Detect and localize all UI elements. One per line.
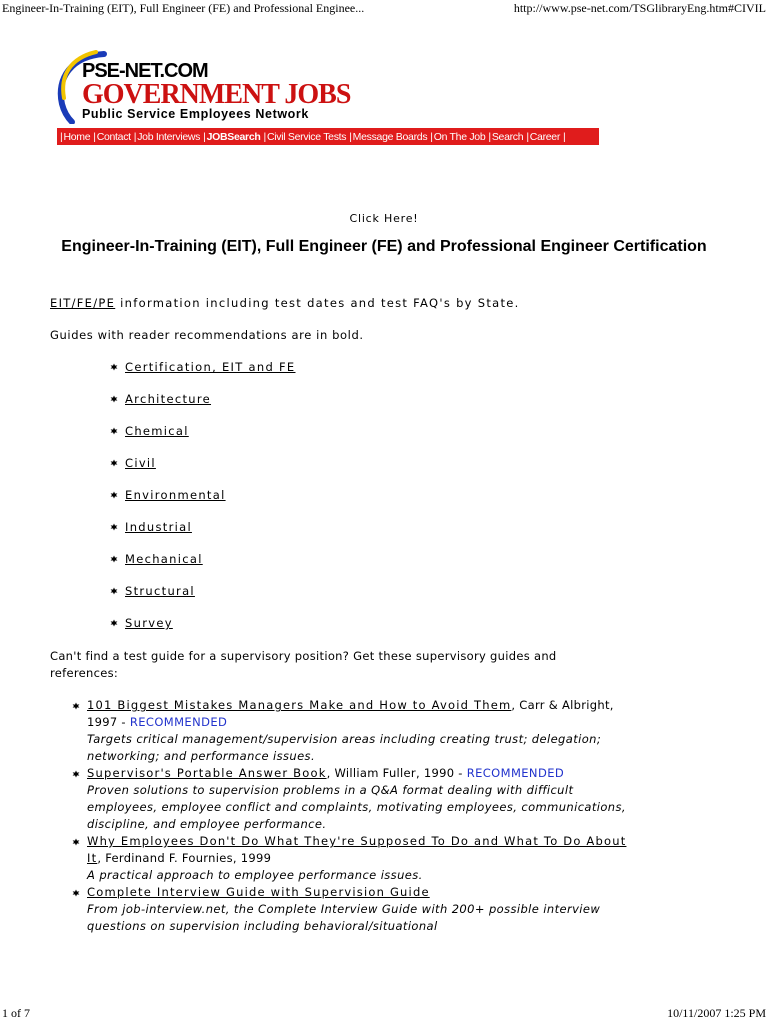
- logo-tagline: Public Service Employees Network: [82, 107, 309, 121]
- nav-contact[interactable]: Contact: [96, 130, 131, 143]
- guide-link-chemical[interactable]: Chemical: [125, 424, 189, 438]
- nav-on-the-job[interactable]: On The Job: [433, 130, 486, 143]
- supervisory-intro: Can't find a test guide for a supervisory position? Get these supervisory guides and references:: [50, 649, 557, 680]
- bullet-icon: [110, 587, 118, 595]
- guide-item: [110, 616, 296, 648]
- guide-item: [110, 456, 296, 488]
- reference-description: Targets critical management/supervision areas including creating trust; delegation; networking; and performance issues.: [87, 732, 602, 763]
- reference-title-link[interactable]: Supervisor's Portable Answer Book: [87, 766, 327, 780]
- page-number: 1 of 7: [2, 1006, 30, 1020]
- guide-link-survey[interactable]: Survey: [125, 616, 173, 630]
- guide-link-certification[interactable]: Certification, EIT and FE: [125, 360, 296, 374]
- main-nav: | Home | Contact | Job Interviews | JOBSearch | Civil Service Tests | Message Boards | On The Job | Search | Career |: [57, 128, 599, 145]
- print-timestamp: 10/11/2007 1:25 PM: [667, 1006, 766, 1020]
- reference-description: Proven solutions to supervision problems in a Q&A format dealing with difficult employees, employee conflict and complaints, motivating employees, communications, discipline, and employee performance.: [87, 783, 626, 831]
- guide-item: [110, 520, 296, 552]
- bullet-icon: [110, 619, 118, 627]
- page-title: Engineer-In-Training (EIT), Full Engineer (FE) and Professional Engineer Certification: [61, 238, 707, 255]
- reference-author: , William Fuller, 1990 -: [326, 766, 467, 780]
- guide-link-environmental[interactable]: Environmental: [125, 488, 226, 502]
- print-page-title: Engineer-In-Training (EIT), Full Engineer (FE) and Professional Enginee...: [2, 1, 365, 15]
- reference-author: , Ferdinand F. Fournies, 1999: [97, 851, 272, 865]
- click-here-link[interactable]: Click Here!: [349, 212, 419, 225]
- intro-line: [50, 296, 520, 310]
- bullet-icon: [110, 523, 118, 531]
- bullet-icon: [72, 889, 80, 897]
- recommended-label: RECOMMENDED: [466, 766, 565, 780]
- guide-link-industrial[interactable]: Industrial: [125, 520, 192, 534]
- reference-item: [72, 765, 632, 833]
- reference-item: [72, 697, 632, 765]
- print-footer: [0, 1006, 768, 1024]
- guide-list: [110, 360, 296, 648]
- site-logo[interactable]: [52, 48, 352, 124]
- nav-career[interactable]: Career: [529, 130, 561, 143]
- nav-search[interactable]: Search: [491, 130, 524, 143]
- bullet-icon: [72, 702, 80, 710]
- reference-list: [72, 697, 632, 935]
- guide-item: [110, 424, 296, 456]
- bold-note: Guides with reader recommendations are in bold.: [50, 328, 364, 342]
- guide-item: [110, 584, 296, 616]
- bullet-icon: [72, 770, 80, 778]
- bullet-icon: [110, 491, 118, 499]
- reference-item: [72, 884, 632, 935]
- nav-job-interviews[interactable]: Job Interviews: [137, 130, 201, 143]
- reference-title-link[interactable]: Complete Interview Guide with Supervision Guide: [87, 885, 430, 899]
- nav-message-boards[interactable]: Message Boards: [352, 130, 428, 143]
- guide-link-architecture[interactable]: Architecture: [125, 392, 212, 406]
- print-page-url: http://www.pse-net.com/TSGlibraryEng.htm#CIVIL: [513, 1, 766, 15]
- bullet-icon: [110, 555, 118, 563]
- bullet-icon: [110, 363, 118, 371]
- guide-item: [110, 392, 296, 424]
- bullet-icon: [110, 395, 118, 403]
- reference-description: A practical approach to employee performance issues.: [87, 868, 423, 882]
- guide-item: [110, 488, 296, 520]
- bullet-icon: [110, 459, 118, 467]
- nav-home[interactable]: Home: [63, 130, 91, 143]
- bullet-icon: [110, 427, 118, 435]
- reference-title-link[interactable]: Why Employees Don't Do What They're Supposed To Do and What To Do About It: [87, 834, 627, 865]
- nav-jobsearch[interactable]: JOBSearch: [206, 130, 261, 143]
- reference-title-link[interactable]: 101 Biggest Mistakes Managers Make and How to Avoid Them: [87, 698, 512, 712]
- guide-item: [110, 360, 296, 392]
- guide-link-civil[interactable]: Civil: [125, 456, 156, 470]
- intro-text: information including test dates and test FAQ's by State.: [115, 296, 520, 310]
- logo-brand: GOVERNMENT JOBS: [82, 79, 351, 110]
- recommended-label: RECOMMENDED: [129, 715, 228, 729]
- reference-item: [72, 833, 632, 884]
- eit-fe-pe-link[interactable]: EIT/FE/PE: [50, 296, 116, 310]
- guide-link-structural[interactable]: Structural: [125, 584, 195, 598]
- reference-author: , Carr & Albright, 1997 -: [87, 698, 614, 729]
- logo-domain: PSE-NET.COM: [82, 60, 208, 82]
- nav-civil-service-tests[interactable]: Civil Service Tests: [266, 130, 347, 143]
- print-header: [0, 0, 768, 16]
- bullet-icon: [72, 838, 80, 846]
- guide-item: [110, 552, 296, 584]
- guide-link-mechanical[interactable]: Mechanical: [125, 552, 203, 566]
- reference-description: From job-interview.net, the Complete Interview Guide with 200+ possible interview questions on supervision including behavioral/situational: [87, 902, 601, 933]
